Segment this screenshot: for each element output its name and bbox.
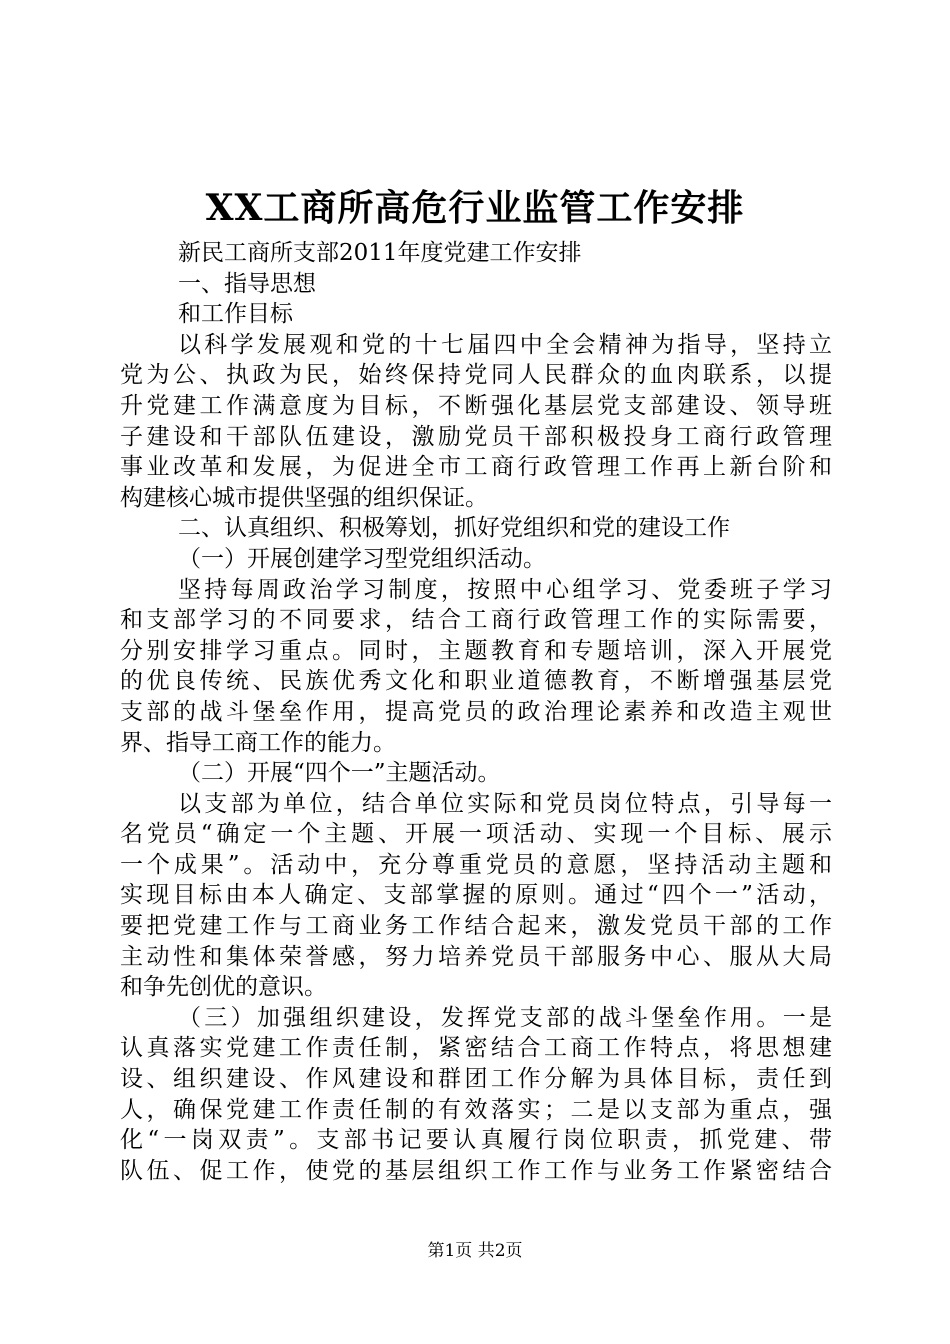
paragraph-line: 主动性和集体荣誉感，努力培养党员干部服务中心、服从大局 xyxy=(120,943,832,970)
subsection-heading: （一）开展创建学习型党组织活动。 xyxy=(178,545,546,572)
section-heading-cont: 和工作目标 xyxy=(178,301,293,328)
paragraph-line: 子建设和干部队伍建设，激励党员干部积极投身工商行政管理 xyxy=(120,423,832,450)
subsection-heading: （二）开展“四个一”主题活动。 xyxy=(178,760,501,787)
page-footer: 第1页 共2页 xyxy=(427,1241,523,1261)
paragraph-line: 支部的战斗堡垒作用，提高党员的政治理论素养和改造主观世 xyxy=(120,698,832,725)
subtitle-line: 新民工商所支部2011年度党建工作安排 xyxy=(178,240,582,266)
paragraph-line: （三）加强组织建设，发挥党支部的战斗堡垒作用。一是 xyxy=(178,1004,832,1031)
paragraph-line: 的优良传统、民族优秀文化和职业道德教育，不断增强基层党 xyxy=(120,668,832,695)
paragraph-line: 名党员“确定一个主题、开展一项活动、实现一个目标、展示 xyxy=(120,821,832,848)
paragraph-line: 党为公、执政为民，始终保持党同人民群众的血肉联系，以提 xyxy=(120,362,832,389)
paragraph-line: 化“一岗双责”。支部书记要认真履行岗位职责，抓党建、带 xyxy=(120,1127,832,1154)
paragraph-line: 一个成果”。活动中，充分尊重党员的意愿，坚持活动主题和 xyxy=(120,851,832,878)
paragraph-line: 设、组织建设、作风建设和群团工作分解为具体目标，责任到 xyxy=(120,1066,832,1093)
paragraph-line: 实现目标由本人确定、支部掌握的原则。通过“四个一”活动， xyxy=(120,882,832,909)
paragraph-line: 队伍、促工作，使党的基层组织工作工作与业务工作紧密结合 xyxy=(120,1157,832,1184)
paragraph-line: 和支部学习的不同要求，结合工商行政管理工作的实际需要， xyxy=(120,607,832,634)
paragraph-line: 认真落实党建工作责任制，紧密结合工商工作特点，将思想建 xyxy=(120,1035,832,1062)
paragraph-line: 界、指导工商工作的能力。 xyxy=(120,729,396,756)
paragraph-line: 和争先创优的意识。 xyxy=(120,974,327,1001)
paragraph-line: 构建核心城市提供坚强的组织保证。 xyxy=(120,484,488,511)
paragraph-line: 要把党建工作与工商业务工作结合起来，激发党员干部的工作 xyxy=(120,913,832,940)
paragraph-line: 事业改革和发展，为促进全市工商行政管理工作再上新台阶和 xyxy=(120,454,832,481)
section-heading: 一、指导思想 xyxy=(178,270,316,297)
paragraph-line: 以科学发展观和党的十七届四中全会精神为指导，坚持立 xyxy=(178,331,832,358)
paragraph-line: 分别安排学习重点。同时，主题教育和专题培训，深入开展党 xyxy=(120,637,832,664)
paragraph-line: 升党建工作满意度为目标，不断强化基层党支部建设、领导班 xyxy=(120,392,832,419)
paragraph-line: 人，确保党建工作责任制的有效落实；二是以支部为重点，强 xyxy=(120,1096,832,1123)
paragraph-line: 坚持每周政治学习制度，按照中心组学习、党委班子学习 xyxy=(178,576,832,603)
document-title: XX工商所高危行业监管工作安排 xyxy=(205,187,745,229)
document-body xyxy=(120,238,832,1186)
section-heading: 二、认真组织、积极筹划，抓好党组织和党的建设工作 xyxy=(178,515,730,542)
paragraph-line: 以支部为单位，结合单位实际和党员岗位特点，引导每一 xyxy=(178,790,832,817)
